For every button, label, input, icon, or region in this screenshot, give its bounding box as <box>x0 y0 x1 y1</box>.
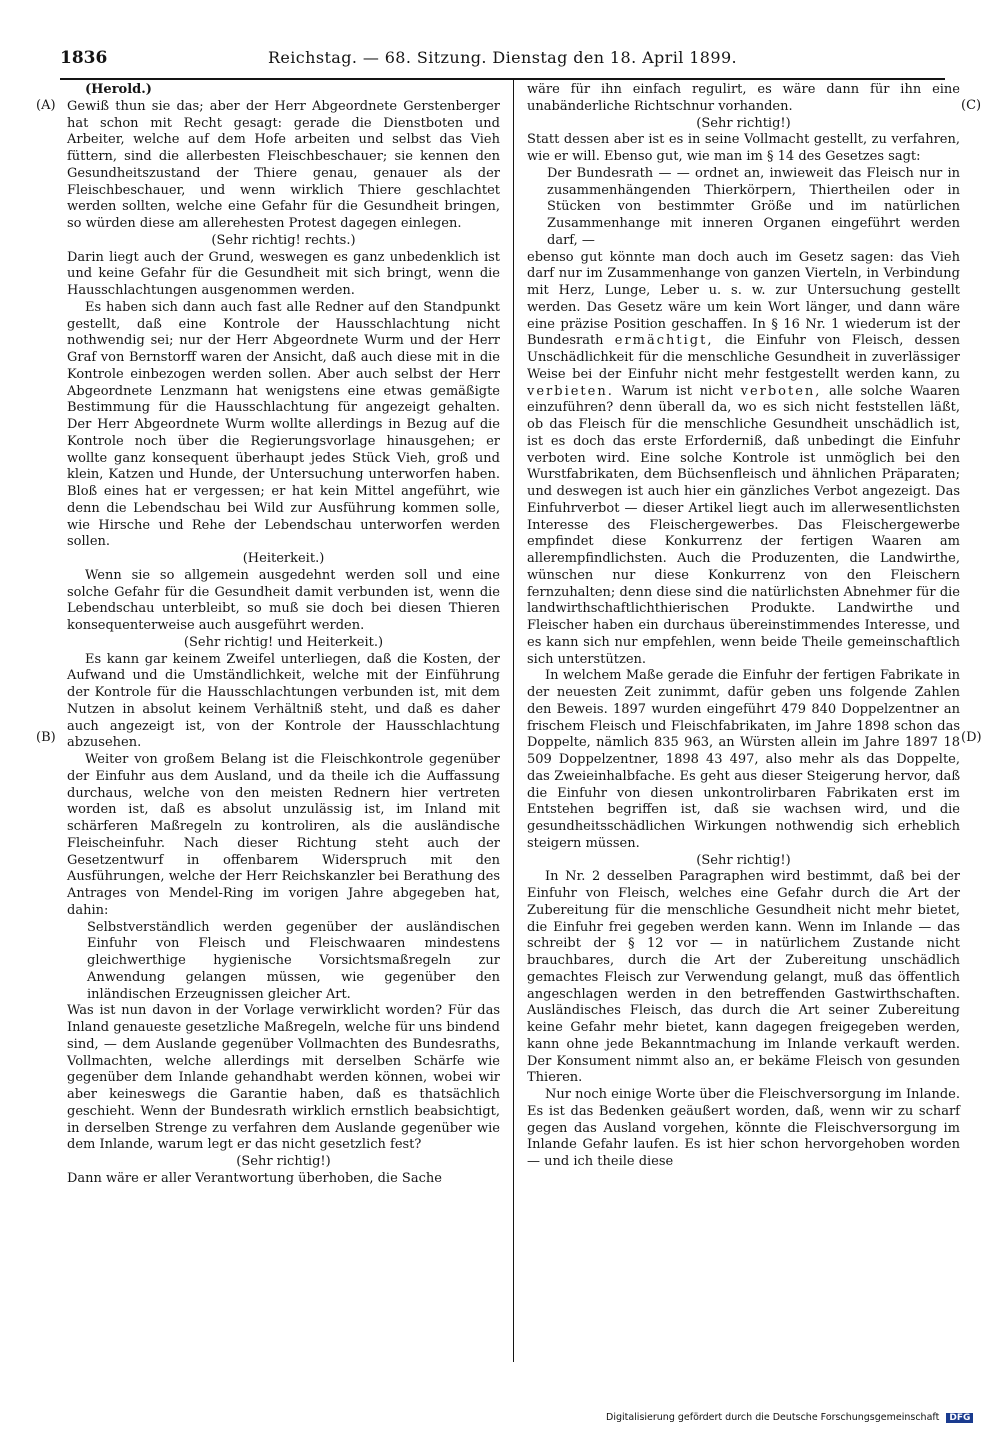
paragraph: Es kann gar keinem Zweifel unterliegen, daß die Kosten, der Aufwand und die Umständlichkeit, welche mit der Einführung der Kontrole für die Hausschlachtungen verbunden ist, mit dem Nutzen in absolut keinem Verhältniß steht, und daß es daher auch angezeigt ist, von der Kontrole der Hausschlachtung abzusehen. <box>67 651 500 751</box>
margin-marker-b: (B) <box>36 730 56 745</box>
speaker-name: (Herold.) <box>85 82 152 97</box>
paragraph: Dann wäre er aller Verantwortung überhoben, die Sache <box>67 1170 442 1186</box>
interjection: (Sehr richtig! und Heiterkeit.) <box>183 634 384 650</box>
interjection: (Sehr richtig!) <box>236 1154 331 1169</box>
text-run: alle solche Waaren einzuführen? denn überall da, wo es sich nicht feststellen läßt, ob das Fleisch für die menschliche Gesundheit unschädlich ist, ist es doch das erste Erforderniß, daß unbedingt die Einfuhr verboten wird. Eine solche Kontrole ist unmöglich bei den Wurstfabrikaten, dem Büchsenfleisch und ähnlichen Präparaten; und deswegen ist auch hier ein gänzliches Verbot angezeigt. Das Einfuhrverbot — dieser Artikel liegt auch im allerwesentlichsten Interesse des Fleischergewerbes. Das Fleischergewerbe empfindet diese Konkurrenz der fertigen Waaren am allerempfindlichsten. Auch die Produzenten, die Landwirthe, wünschen nur diese Konkurrenz von den Fleischern fernzuhalten; denn diese sind die natürlichsten Abnehmer für die landwirthschaftlichthierischen Produkte. Landwirthe und Fleischer haben ein durchaus übereinstimmendes Interesse, und es kann sich nur empfehlen, wenn beide Theile gemeinschaftlich sich unterstützen. <box>527 383 960 667</box>
interjection: (Heiterkeit.) <box>242 551 325 566</box>
paragraph: Gewiß thun sie das; aber der Herr Abgeordnete Gerstenberger hat schon mit Recht gesagt: gerade die Dienstboten und Arbeiter, welche auf dem Hofe arbeiten und selbst das Vieh füttern, sind die allerbesten Fleischbeschauer; sie kennen den Gesundheitszustand der Thiere genau, genauer als der Fleischbeschauer, und wenn wirklich Thiere geschlachtet werden sollten, welche eine Gefahr für die Gesundheit bringen, so würden diese am allerehesten Protest dagegen einlegen. <box>67 98 500 231</box>
page-header <box>60 48 945 78</box>
footer-credit <box>606 1412 973 1423</box>
page-title: Reichstag. — 68. Sitzung. Dienstag den 18. April 1899. <box>267 48 738 67</box>
text-run: ebenso gut könnte man doch auch im Gesetz sagen: das Vieh darf nur im Zusammenhange von ganzen Vierteln, in Verbindung mit Herz, Lunge, Leber u. s. w. zur Untersuchung gestellt werden. Das Gesetz wäre um kein Wort länger, und dann wäre eine präzise Position geschaffen. In § 16 Nr. 1 wiederum ist der Bundesrath <box>527 249 960 349</box>
paragraph <box>527 250 960 669</box>
dfg-logo: DFG <box>946 1413 973 1423</box>
paragraph: In welchem Maße gerade die Einfuhr der fertigen Fabrikate in der neuesten Zeit zunimmt, dafür geben uns folgende Zahlen den Beweis. 1897 wurden eingeführt 479 840 Doppelzentner an frischem Fleisch und Fleischfabrikaten, im Jahre 1898 schon das Doppelte, nämlich 835 963, an Würsten allein im Jahre 1897 18 509 Doppelzentner, 1898 43 497, also mehr als das Doppelte, das Zweieinhalbfache. Es geht aus dieser Steigerung hervor, daß die Einfuhr von diesen unkontrolirbaren Fabrikaten erst im Entstehen begriffen ist, daß sie wachsen wird, und die gesundheitsschädlichen Wirkungen nothwendig sich erheblich steigern müssen. <box>527 668 960 851</box>
footer-text: Digitalisierung gefördert durch die Deutsche Forschungsgemeinschaft <box>606 1412 940 1423</box>
header-rule <box>60 78 945 80</box>
text-run: Warum ist nicht <box>621 383 733 399</box>
block-quote: Selbstverständlich werden gegenüber der ausländischen Einfuhr von Fleisch und Fleischwaaren mindestens gleichwerthige hygienische Vorsichtsmaßregeln zur Anwendung gelangen müssen, wie gegenüber den inländischen Erzeugnissen gleicher Art. <box>87 919 500 1002</box>
margin-marker-a: (A) <box>36 98 56 113</box>
paragraph: Was ist nun davon in der Vorlage verwirklicht worden? Für das Inland genaueste gesetzliche Maßregeln, welche für uns bindend sind, — dem Auslande gegenüber Vollmachten des Bundesraths, Vollmachten, welche allerdings mit derselben Schärfe wie gegenüber dem Inlande gehandhabt werden können, wobei wir aber keineswegs die Garantie haben, daß es thatsächlich geschieht. Wenn der Bundesrath wirklich ernstlich beabsichtigt, in derselben Strenge zu verfahren dem Auslande gegenüber wie dem Inlande, warum legt er das nicht gesetzlich fest? <box>67 1003 500 1153</box>
spaced-emphasis: verboten, <box>740 383 822 399</box>
paragraph: wäre für ihn einfach regulirt, es wäre dann für ihn eine unabänderliche Richtschnur vorhanden. <box>527 82 960 114</box>
interjection: (Sehr richtig!) <box>696 852 791 868</box>
block-quote: Der Bundesrath — — ordnet an, inwieweit das Fleisch nur in zusammenhängenden Thierkörpern, Thiertheilen oder in Stücken von bestimmter Größe und im natürlichen Zusammenhange mit inneren Organen eingeführt werden darf, — <box>547 165 960 248</box>
spaced-emphasis: verbieten. <box>527 383 614 399</box>
page-number: 1836 <box>60 48 108 68</box>
right-column <box>527 82 960 1171</box>
paragraph: Weiter von großem Belang ist die Fleischkontrole gegenüber der Einfuhr aus dem Ausland, und da theile ich die Auffassung durchaus, welche von den meisten Rednern hier vertreten worden ist, daß es absolut unzulässig ist, im Inland mit schärferen Maßregeln zu kontroliren, als die ausländische Fleischeinfuhr. Nach dieser Richtung steht auch der Gesetzentwurf in offenbarem Widerspruch mit den Ausführungen, welche der Herr Reichskanzler bei Berathung des Antrages von Mendel-Ring im vorigen Jahre abgegeben hat, dahin: <box>67 752 500 918</box>
spaced-emphasis: ermächtigt, <box>614 333 714 349</box>
paragraph: Nur noch einige Worte über die Fleischversorgung im Inlande. Es ist das Bedenken geäußert worden, daß, wenn wir zu scharf gegen das Ausland vorgehen, könnte die Fleischversorgung im Inlande Gefahr laufen. Es ist hier schon hervorgehoben worden — und ich theile diese <box>527 1087 960 1169</box>
paragraph: Es haben sich dann auch fast alle Redner auf den Standpunkt gestellt, daß eine Kontrole der Hausschlachtung nicht nothwendig sei; nur der Herr Abgeordnete Wurm und der Herr Graf von Bernstorff waren der Ansicht, daß auch diese mit in die Kontrole einbezogen werden sollen. Aber auch selbst der Herr Abgeordnete Lenzmann hat wenigstens eine etwas gemäßigte Bestimmung für die Hausschlachtung für angezeigt gehalten. Der Herr Abgeordnete Wurm wollte allerdings in Bezug auf die Kontrole noch über die Regierungsvorlage hinausgehen; er wollte ganz konsequent überhaupt jedes Stück Vieh, groß und klein, Katzen und Hunde, der Untersuchung unterworfen haben. Bloß eines hat er vergessen; er hat kein Mittel angeführt, wie denn die Lebendschau bei Wild zur Ausführung kommen solle, wie Hirsche und Rehe der Lebendschau unterworfen werden sollen. <box>67 299 500 550</box>
left-column <box>67 82 500 1188</box>
paragraph: In Nr. 2 desselben Paragraphen wird bestimmt, daß bei der Einfuhr von Fleisch, welches eine Gefahr durch die Art der Zubereitung für die menschliche Gesundheit nicht mehr bietet, die Einfuhr frei gegeben werden kann. Wenn im Inlande — das schreibt der § 12 vor — in natürlichem Zustande nicht brauchbares, durch die Art der Zubereitung unschädlich gemachtes Fleisch zur Verwendung gelangt, muß das öffentlich angeschlagen werden in den betreffenden Gastwirthschaften. Ausländisches Fleisch, das durch die Art seiner Zubereitung keine Gefahr mehr bietet, kann dagegen freigegeben werden, kann ohne jede Bekanntmachung im Inlande verkauft werden. Der Konsument nimmt also an, er bekäme Fleisch von gesunden Thieren. <box>527 869 960 1086</box>
interjection: (Sehr richtig! rechts.) <box>211 232 356 248</box>
paragraph: Statt dessen aber ist es in seine Vollmacht gestellt, zu verfahren, wie er will. Ebenso gut, wie man im § 14 des Gesetzes sagt: <box>527 132 960 164</box>
paragraph: Darin liegt auch der Grund, weswegen es ganz unbedenklich ist und keine Gefahr für die Gesundheit mit sich bringt, wenn die Hausschlachtungen ausgenommen werden. <box>67 249 500 298</box>
margin-marker-c: (C) <box>961 98 982 113</box>
column-separator <box>513 80 514 1362</box>
text-run: die Einfuhr von Fleisch, dessen Unschädlichkeit für die menschliche Gesundheit in zuverlässiger Weise bei der Einfuhr nicht mehr festgestellt werden kann, zu <box>527 333 960 382</box>
margin-marker-d: (D) <box>961 730 982 745</box>
interjection: (Sehr richtig!) <box>696 115 791 131</box>
paragraph: Wenn sie so allgemein ausgedehnt werden soll und eine solche Gefahr für die Gesundheit damit verbunden ist, wenn die Lebendschau unterbleibt, so muß sie doch bei diesen Thieren konsequenterweise auch ausgeführt werden. <box>67 567 500 633</box>
